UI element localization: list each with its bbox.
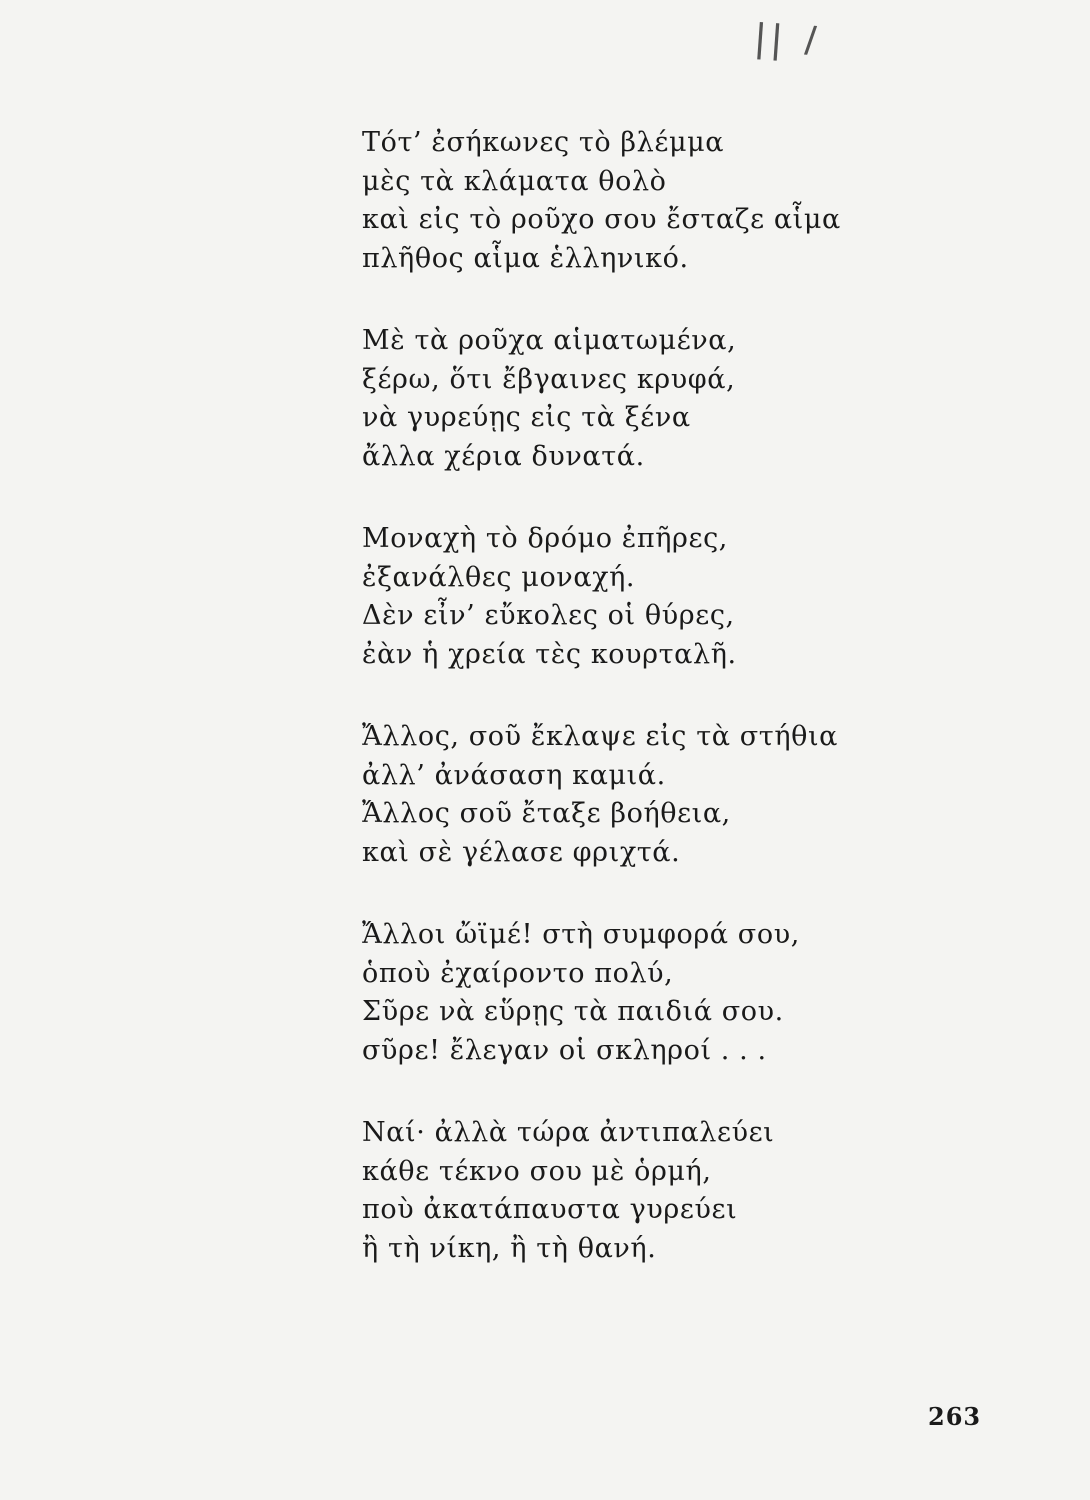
handwritten-mark: || / [753, 15, 824, 65]
poem-line: ξέρω, ὅτι ἔβγαινες κρυφά, [362, 363, 736, 395]
poem-line: Σῦρε νὰ εὕρῃς τὰ παιδιά σου. [362, 996, 784, 1027]
stanza-2 [362, 322, 902, 476]
poem-line: κάθε τέκνο σου μὲ ὁρμή, [362, 1155, 712, 1187]
poem-line: ἄλλα χέρια δυνατά. [362, 440, 645, 472]
poem-line: ἐξανάλθες μοναχή. [362, 561, 636, 593]
poem-line: Ναί· ἀλλὰ τώρα ἀντιπαλεύει [362, 1117, 775, 1148]
poem-line: καὶ σὲ γέλασε φριχτά. [362, 836, 681, 868]
poem-line: Ἄλλοι ὤϊμέ! στὴ συμφορά σου, [362, 919, 800, 950]
poem [362, 124, 902, 1312]
poem-line: ἢ τὴ νίκη, ἢ τὴ θανή. [362, 1232, 657, 1264]
poem-line: ἀλλ’ ἀνάσαση καμιά. [362, 759, 666, 791]
page-number: 263 [928, 1402, 982, 1431]
poem-line: σῦρε! ἔλεγαν οἱ σκληροί . . . [362, 1034, 767, 1066]
stanza-4 [362, 718, 902, 872]
poem-line: Ἄλλος σοῦ ἔταξε βοήθεια, [362, 798, 731, 829]
stanza-3 [362, 520, 902, 674]
poem-line: ποὺ ἀκατάπαυστα γυρεύει [362, 1194, 738, 1225]
poem-line: Μὲ τὰ ροῦχα αἱματωμένα, [362, 325, 737, 356]
poem-line: καὶ εἰς τὸ ροῦχο σου ἔσταζε αἷμα [362, 204, 841, 235]
poem-line: ὁποὺ ἐχαίροντο πολύ, [362, 957, 674, 989]
poem-line: πλῆθος αἷμα ἑλληνικό. [362, 242, 689, 274]
poem-line: ἐὰν ἡ χρεία τὲς κουρταλῆ. [362, 638, 737, 670]
poem-line: Ἄλλος, σοῦ ἔκλαψε εἰς τὰ στήθια [362, 721, 838, 752]
poem-line: μὲς τὰ κλάματα θολὸ [362, 165, 667, 197]
stanza-6 [362, 1114, 902, 1268]
poem-line: Τότ’ ἐσήκωνες τὸ βλέμμα [362, 127, 725, 158]
poem-line: Δὲν εἶν’ εὔκολες οἱ θύρες, [362, 600, 735, 631]
stanza-1 [362, 124, 902, 278]
poem-line: νὰ γυρεύῃς εἰς τὰ ξένα [362, 402, 691, 433]
poem-line: Μοναχὴ τὸ δρόμο ἐπῆρες, [362, 523, 728, 554]
stanza-5 [362, 916, 902, 1070]
